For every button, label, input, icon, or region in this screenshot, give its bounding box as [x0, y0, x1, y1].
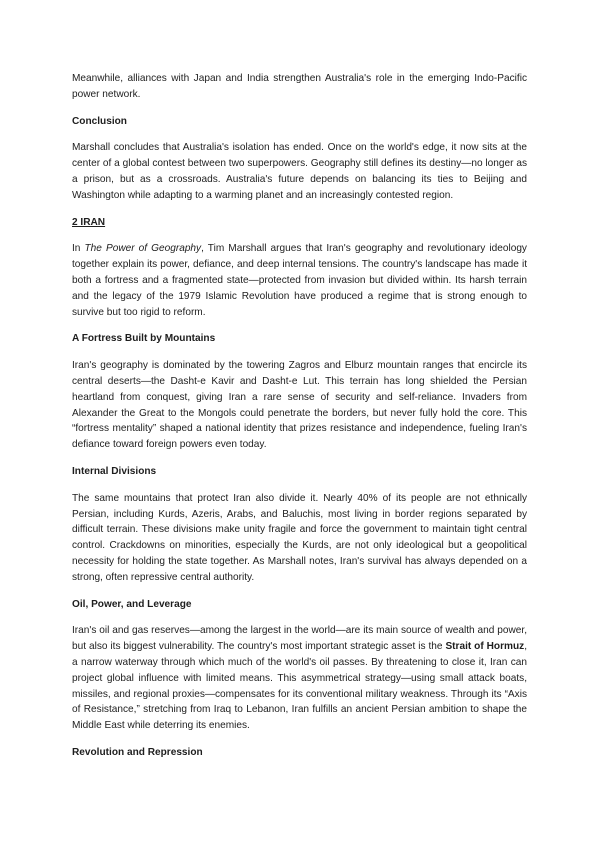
- iran-intro-rest: , Tim Marshall argues that Iran's geography and revolutionary ideology together explain its power, defiance, and deep internal tensions. The country's landscape has made it both a fortress and a fragmented state—protected from invasion but divided within. Its harsh terrain and the legacy of the 1979 Islamic Revolution have produced a regime that is strong enough to survive but too rigid to reform.: [72, 243, 527, 318]
- oil-paragraph-start: Iran's oil and gas reserves—among the largest in the world—are its main source of wealth and power, but also its biggest vulnerability. The country's most important strategic asset is the: [72, 625, 527, 653]
- oil-paragraph-end: , a narrow waterway through which much of the world's oil passes. By threatening to close it, Iran can project global influence with limited means. This asymmetrical strategy—using small attack boats, missiles, and regional proxies—compensates for its conventional military weakness. Through its “Axis of Resistance,” stretching from Iraq to Lebanon, Iran fulfills an ancient Persian ambition to shape the Middle East while deterring its enemies.: [72, 641, 528, 732]
- strait-of-hormuz: Strait of Hormuz: [445, 641, 525, 653]
- internal-divisions-paragraph: The same mountains that protect Iran also divide it. Nearly 40% of its people are not ethnically Persian, including Kurds, Azeris, Arabs, and Baluchis, most living in border regions separated by difficult terrain. These divisions make unity fragile and force the government to maintain tight central control. Crackdowns on minorities, especially the Kurds, are not only ideological but a geopolitical necessity for holding the state together. As Marshall notes, Iran's survival has always depended on a strong, often repressive central authority.: [72, 492, 527, 583]
- iran-intro-lead: In: [72, 243, 85, 255]
- iran-intro-paragraph: [72, 241, 527, 320]
- iran-section-heading: 2 IRAN: [72, 216, 106, 228]
- book-title: The Power of Geography: [84, 243, 202, 255]
- fortress-paragraph: Iran's geography is dominated by the towering Zagros and Elburz mountain ranges that encircle its central deserts—the Dasht-e Kavir and Dasht-e Lut. This terrain has long shielded the Persian heartland from conquest, giving Iran a rare sense of security and self-reliance. Invaders from Alexander the Great to the Mongols could penetrate the borders, but never fully hold the core. This “fortress mentality” shaped a national identity that prizes resistance and independence, fueling Iran's defiance toward foreign powers even today.: [72, 360, 527, 451]
- oil-paragraph: [72, 623, 527, 734]
- conclusion-heading: Conclusion: [72, 115, 127, 127]
- oil-heading: Oil, Power, and Leverage: [72, 598, 192, 610]
- conclusion-paragraph: Marshall concludes that Australia's isolation has ended. Once on the world's edge, it now sits at the center of a global contest between two superpowers. Geography still defines its destiny—no longer as a prison, but as a crossroads. Australia's future depends on balancing its ties to Beijing and Washington while adapting to a warming planet and an increasingly contested region.: [72, 142, 527, 201]
- fortress-heading: A Fortress Built by Mountains: [72, 333, 216, 345]
- intro-paragraph: Meanwhile, alliances with Japan and India strengthen Australia's role in the emerging Indo-Pacific power network.: [72, 73, 527, 100]
- revolution-heading: Revolution and Repression: [72, 746, 203, 758]
- page-content: [72, 71, 527, 772]
- internal-divisions-heading: Internal Divisions: [72, 465, 157, 477]
